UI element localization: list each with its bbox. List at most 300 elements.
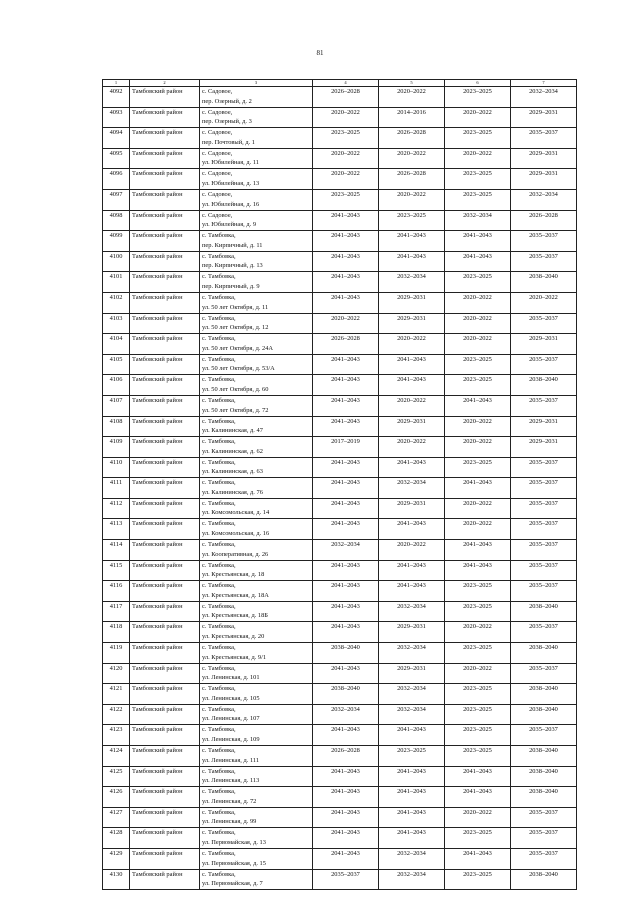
table-row bbox=[103, 87, 577, 108]
column-number: 7 bbox=[511, 80, 577, 87]
table-row bbox=[103, 869, 577, 890]
record-number: 4105 bbox=[103, 354, 130, 375]
registry-table bbox=[102, 79, 577, 890]
period-col-4: 2035–2037 bbox=[313, 869, 379, 890]
record-number: 4130 bbox=[103, 869, 130, 890]
settlement-name: с. Садовое, bbox=[202, 190, 233, 198]
address-cell bbox=[200, 684, 313, 705]
street-address: ул. 50 лет Октября, д. 72 bbox=[202, 406, 269, 414]
record-number: 4099 bbox=[103, 231, 130, 252]
period-col-5: 2020–2022 bbox=[379, 189, 445, 210]
period-col-4: 2041–2043 bbox=[313, 663, 379, 684]
district-name: Тамбовский район bbox=[130, 519, 200, 540]
column-number: 5 bbox=[379, 80, 445, 87]
street-address: ул. Комсомольская, д. 16 bbox=[202, 530, 270, 538]
street-address: пер. Кирпичный, д. 9 bbox=[202, 282, 260, 290]
district-name: Тамбовский район bbox=[130, 251, 200, 272]
period-col-7: 2032–2034 bbox=[511, 87, 577, 108]
table-row bbox=[103, 107, 577, 128]
settlement-name: с. Тамбовка, bbox=[202, 829, 236, 837]
district-name: Тамбовский район bbox=[130, 828, 200, 849]
street-address: пер. Кирпичный, д. 13 bbox=[202, 262, 263, 270]
street-address: ул. 50 лет Октября, д. 60 bbox=[202, 385, 269, 393]
period-col-5: 2029–2031 bbox=[379, 313, 445, 334]
settlement-name: с. Тамбовка, bbox=[202, 870, 236, 878]
period-col-5: 2032–2034 bbox=[379, 272, 445, 293]
period-col-4: 2020–2022 bbox=[313, 313, 379, 334]
record-number: 4097 bbox=[103, 189, 130, 210]
settlement-name: с. Тамбовка, bbox=[202, 293, 236, 301]
settlement-name: с. Садовое, bbox=[202, 88, 233, 95]
period-col-5: 2041–2043 bbox=[379, 766, 445, 787]
district-name: Тамбовский район bbox=[130, 437, 200, 458]
street-address: ул. 50 лет Октября, д. 24А bbox=[202, 344, 274, 352]
address-cell bbox=[200, 272, 313, 293]
period-col-7: 2026–2028 bbox=[511, 210, 577, 231]
street-address: ул. Первомайская, д. 13 bbox=[202, 838, 266, 846]
period-col-5: 2032–2034 bbox=[379, 869, 445, 890]
settlement-name: с. Тамбовка, bbox=[202, 520, 236, 528]
period-col-7: 2029–2031 bbox=[511, 416, 577, 437]
district-name: Тамбовский район bbox=[130, 684, 200, 705]
period-col-6: 2023–2025 bbox=[445, 725, 511, 746]
period-col-4: 2041–2043 bbox=[313, 725, 379, 746]
district-name: Тамбовский район bbox=[130, 704, 200, 725]
address-cell bbox=[200, 807, 313, 828]
table-row bbox=[103, 457, 577, 478]
settlement-name: с. Садовое, bbox=[202, 170, 233, 178]
period-col-6: 2023–2025 bbox=[445, 704, 511, 725]
period-col-4: 2020–2022 bbox=[313, 148, 379, 169]
record-number: 4108 bbox=[103, 416, 130, 437]
period-col-5: 2041–2043 bbox=[379, 375, 445, 396]
period-col-6: 2020–2022 bbox=[445, 416, 511, 437]
period-col-4: 2041–2043 bbox=[313, 766, 379, 787]
period-col-7: 2038–2040 bbox=[511, 787, 577, 808]
period-col-5: 2029–2031 bbox=[379, 292, 445, 313]
record-number: 4110 bbox=[103, 457, 130, 478]
street-address: ул. Крестьянская, д. 18А bbox=[202, 591, 269, 599]
period-col-5: 2026–2028 bbox=[379, 128, 445, 149]
period-col-6: 2041–2043 bbox=[445, 231, 511, 252]
record-number: 4111 bbox=[103, 478, 130, 499]
settlement-name: с. Тамбовка, bbox=[202, 582, 236, 590]
period-col-5: 2041–2043 bbox=[379, 787, 445, 808]
table-row bbox=[103, 828, 577, 849]
period-col-4: 2041–2043 bbox=[313, 251, 379, 272]
district-name: Тамбовский район bbox=[130, 354, 200, 375]
district-name: Тамбовский район bbox=[130, 148, 200, 169]
period-col-5: 2014–2016 bbox=[379, 107, 445, 128]
period-col-5: 2026–2028 bbox=[379, 169, 445, 190]
settlement-name: с. Тамбовка, bbox=[202, 602, 236, 610]
settlement-name: с. Тамбовка, bbox=[202, 479, 236, 487]
record-number: 4121 bbox=[103, 684, 130, 705]
district-name: Тамбовский район bbox=[130, 169, 200, 190]
address-cell bbox=[200, 663, 313, 684]
table-row bbox=[103, 684, 577, 705]
period-col-7: 2032–2034 bbox=[511, 189, 577, 210]
period-col-6: 2041–2043 bbox=[445, 766, 511, 787]
record-number: 4123 bbox=[103, 725, 130, 746]
period-col-6: 2041–2043 bbox=[445, 787, 511, 808]
period-col-4: 2041–2043 bbox=[313, 581, 379, 602]
table-row bbox=[103, 746, 577, 767]
record-number: 4096 bbox=[103, 169, 130, 190]
address-cell bbox=[200, 416, 313, 437]
street-address: ул. Ленинская, д. 99 bbox=[202, 818, 257, 826]
address-cell bbox=[200, 334, 313, 355]
period-col-7: 2029–2031 bbox=[511, 148, 577, 169]
table-row bbox=[103, 313, 577, 334]
period-col-7: 2035–2037 bbox=[511, 807, 577, 828]
period-col-7: 2035–2037 bbox=[511, 519, 577, 540]
period-col-6: 2023–2025 bbox=[445, 189, 511, 210]
period-col-5: 2032–2034 bbox=[379, 478, 445, 499]
settlement-name: с. Тамбовка, bbox=[202, 767, 236, 775]
street-address: ул. Юбилейная, д. 9 bbox=[202, 221, 257, 229]
district-name: Тамбовский район bbox=[130, 560, 200, 581]
table-row bbox=[103, 210, 577, 231]
table-row bbox=[103, 622, 577, 643]
period-col-6: 2041–2043 bbox=[445, 848, 511, 869]
period-col-5: 2041–2043 bbox=[379, 354, 445, 375]
district-name: Тамбовский район bbox=[130, 189, 200, 210]
period-col-6: 2041–2043 bbox=[445, 395, 511, 416]
record-number: 4126 bbox=[103, 787, 130, 808]
table-row bbox=[103, 519, 577, 540]
period-col-6: 2023–2025 bbox=[445, 746, 511, 767]
period-col-6: 2041–2043 bbox=[445, 251, 511, 272]
period-col-4: 2026–2028 bbox=[313, 746, 379, 767]
period-col-5: 2020–2022 bbox=[379, 87, 445, 108]
settlement-name: с. Тамбовка, bbox=[202, 417, 236, 425]
table-row bbox=[103, 725, 577, 746]
period-col-5: 2041–2043 bbox=[379, 231, 445, 252]
table-row bbox=[103, 704, 577, 725]
street-address: пер. Почтовый, д. 1 bbox=[202, 138, 255, 146]
period-col-4: 2041–2043 bbox=[313, 622, 379, 643]
period-col-7: 2038–2040 bbox=[511, 272, 577, 293]
period-col-6: 2023–2025 bbox=[445, 375, 511, 396]
period-col-4: 2041–2043 bbox=[313, 601, 379, 622]
record-number: 4095 bbox=[103, 148, 130, 169]
address-cell bbox=[200, 292, 313, 313]
street-address: ул. Крестьянская, д. 18 bbox=[202, 571, 265, 579]
district-name: Тамбовский район bbox=[130, 395, 200, 416]
period-col-7: 2035–2037 bbox=[511, 622, 577, 643]
record-number: 4094 bbox=[103, 128, 130, 149]
record-number: 4116 bbox=[103, 581, 130, 602]
period-col-7: 2035–2037 bbox=[511, 848, 577, 869]
district-name: Тамбовский район bbox=[130, 601, 200, 622]
street-address: ул. Комсомольская, д. 14 bbox=[202, 509, 270, 517]
street-address: ул. Ленинская, д. 101 bbox=[202, 674, 260, 682]
address-cell bbox=[200, 437, 313, 458]
address-cell bbox=[200, 869, 313, 890]
period-col-5: 2029–2031 bbox=[379, 622, 445, 643]
address-cell bbox=[200, 251, 313, 272]
district-name: Тамбовский район bbox=[130, 334, 200, 355]
table-row bbox=[103, 375, 577, 396]
district-name: Тамбовский район bbox=[130, 292, 200, 313]
record-number: 4128 bbox=[103, 828, 130, 849]
street-address: ул. Крестьянская, д. 18Б bbox=[202, 612, 268, 620]
address-cell bbox=[200, 457, 313, 478]
period-col-7: 2020–2022 bbox=[511, 292, 577, 313]
period-col-7: 2038–2040 bbox=[511, 643, 577, 664]
period-col-6: 2023–2025 bbox=[445, 684, 511, 705]
district-name: Тамбовский район bbox=[130, 746, 200, 767]
period-col-4: 2041–2043 bbox=[313, 272, 379, 293]
settlement-name: с. Садовое, bbox=[202, 149, 233, 157]
period-col-6: 2023–2025 bbox=[445, 828, 511, 849]
record-number: 4092 bbox=[103, 87, 130, 108]
address-cell bbox=[200, 210, 313, 231]
period-col-7: 2038–2040 bbox=[511, 601, 577, 622]
period-col-7: 2038–2040 bbox=[511, 684, 577, 705]
street-address: ул. Калининская, д. 47 bbox=[202, 427, 263, 435]
period-col-6: 2023–2025 bbox=[445, 272, 511, 293]
district-name: Тамбовский район bbox=[130, 128, 200, 149]
record-number: 4098 bbox=[103, 210, 130, 231]
period-col-6: 2023–2025 bbox=[445, 354, 511, 375]
period-col-6: 2023–2025 bbox=[445, 643, 511, 664]
address-cell bbox=[200, 746, 313, 767]
period-col-4: 2023–2025 bbox=[313, 189, 379, 210]
address-cell bbox=[200, 313, 313, 334]
district-name: Тамбовский район bbox=[130, 663, 200, 684]
district-name: Тамбовский район bbox=[130, 540, 200, 561]
settlement-name: с. Тамбовка, bbox=[202, 849, 236, 857]
street-address: ул. 50 лет Октября, д. 12 bbox=[202, 324, 269, 332]
period-col-6: 2020–2022 bbox=[445, 148, 511, 169]
address-cell bbox=[200, 498, 313, 519]
table-row bbox=[103, 478, 577, 499]
address-cell bbox=[200, 704, 313, 725]
settlement-name: с. Садовое, bbox=[202, 129, 233, 137]
period-col-6: 2023–2025 bbox=[445, 457, 511, 478]
period-col-5: 2020–2022 bbox=[379, 395, 445, 416]
period-col-6: 2020–2022 bbox=[445, 807, 511, 828]
settlement-name: с. Тамбовка, bbox=[202, 335, 236, 343]
period-col-7: 2035–2037 bbox=[511, 725, 577, 746]
period-col-5: 2041–2043 bbox=[379, 828, 445, 849]
settlement-name: с. Тамбовка, bbox=[202, 396, 236, 404]
record-number: 4127 bbox=[103, 807, 130, 828]
period-col-5: 2032–2034 bbox=[379, 643, 445, 664]
settlement-name: с. Тамбовка, bbox=[202, 541, 236, 549]
period-col-4: 2041–2043 bbox=[313, 457, 379, 478]
district-name: Тамбовский район bbox=[130, 498, 200, 519]
address-cell bbox=[200, 189, 313, 210]
table-row bbox=[103, 334, 577, 355]
table-row bbox=[103, 807, 577, 828]
period-col-4: 2041–2043 bbox=[313, 519, 379, 540]
district-name: Тамбовский район bbox=[130, 478, 200, 499]
table-row bbox=[103, 189, 577, 210]
street-address: ул. Калининская, д. 63 bbox=[202, 468, 263, 476]
period-col-6: 2020–2022 bbox=[445, 498, 511, 519]
table-row bbox=[103, 354, 577, 375]
period-col-6: 2020–2022 bbox=[445, 313, 511, 334]
address-cell bbox=[200, 354, 313, 375]
period-col-7: 2035–2037 bbox=[511, 231, 577, 252]
period-col-5: 2029–2031 bbox=[379, 663, 445, 684]
record-number: 4104 bbox=[103, 334, 130, 355]
table-row bbox=[103, 787, 577, 808]
street-address: ул. Юбилейная, д. 16 bbox=[202, 200, 260, 208]
record-number: 4103 bbox=[103, 313, 130, 334]
period-col-4: 2038–2040 bbox=[313, 643, 379, 664]
address-cell bbox=[200, 725, 313, 746]
column-number: 2 bbox=[130, 80, 200, 87]
settlement-name: с. Тамбовка, bbox=[202, 232, 236, 240]
district-name: Тамбовский район bbox=[130, 107, 200, 128]
period-col-4: 2041–2043 bbox=[313, 231, 379, 252]
period-col-6: 2020–2022 bbox=[445, 622, 511, 643]
settlement-name: с. Тамбовка, bbox=[202, 561, 236, 569]
table-row bbox=[103, 540, 577, 561]
period-col-4: 2041–2043 bbox=[313, 395, 379, 416]
district-name: Тамбовский район bbox=[130, 210, 200, 231]
period-col-5: 2041–2043 bbox=[379, 725, 445, 746]
period-col-6: 2020–2022 bbox=[445, 107, 511, 128]
district-name: Тамбовский район bbox=[130, 375, 200, 396]
period-col-6: 2023–2025 bbox=[445, 601, 511, 622]
address-cell bbox=[200, 169, 313, 190]
period-col-7: 2035–2037 bbox=[511, 828, 577, 849]
settlement-name: с. Тамбовка, bbox=[202, 273, 236, 281]
table-row bbox=[103, 169, 577, 190]
settlement-name: с. Садовое, bbox=[202, 211, 233, 219]
period-col-4: 2032–2034 bbox=[313, 704, 379, 725]
period-col-5: 2041–2043 bbox=[379, 807, 445, 828]
table-row bbox=[103, 601, 577, 622]
period-col-7: 2035–2037 bbox=[511, 128, 577, 149]
record-number: 4102 bbox=[103, 292, 130, 313]
street-address: ул. Кооперативная, д. 26 bbox=[202, 550, 269, 558]
settlement-name: с. Тамбовка, bbox=[202, 314, 236, 322]
period-col-4: 2041–2043 bbox=[313, 210, 379, 231]
period-col-7: 2035–2037 bbox=[511, 313, 577, 334]
period-col-6: 2023–2025 bbox=[445, 128, 511, 149]
settlement-name: с. Тамбовка, bbox=[202, 726, 236, 734]
address-cell bbox=[200, 519, 313, 540]
period-col-4: 2026–2028 bbox=[313, 87, 379, 108]
settlement-name: с. Тамбовка, bbox=[202, 644, 236, 652]
period-col-5: 2041–2043 bbox=[379, 581, 445, 602]
district-name: Тамбовский район bbox=[130, 848, 200, 869]
district-name: Тамбовский район bbox=[130, 87, 200, 108]
period-col-6: 2020–2022 bbox=[445, 437, 511, 458]
period-col-4: 2032–2034 bbox=[313, 540, 379, 561]
street-address: пер. Озерный, д. 2 bbox=[202, 97, 252, 105]
period-col-5: 2041–2043 bbox=[379, 519, 445, 540]
table-row bbox=[103, 581, 577, 602]
period-col-4: 2038–2040 bbox=[313, 684, 379, 705]
district-name: Тамбовский район bbox=[130, 787, 200, 808]
settlement-name: с. Тамбовка, bbox=[202, 788, 236, 796]
period-col-6: 2020–2022 bbox=[445, 663, 511, 684]
record-number: 4119 bbox=[103, 643, 130, 664]
street-address: ул. Юбилейная, д. 13 bbox=[202, 179, 260, 187]
period-col-5: 2029–2031 bbox=[379, 416, 445, 437]
settlement-name: с. Тамбовка, bbox=[202, 747, 236, 754]
period-col-7: 2035–2037 bbox=[511, 354, 577, 375]
address-cell bbox=[200, 148, 313, 169]
period-col-7: 2035–2037 bbox=[511, 251, 577, 272]
column-number: 1 bbox=[103, 80, 130, 87]
record-number: 4109 bbox=[103, 437, 130, 458]
period-col-7: 2038–2040 bbox=[511, 869, 577, 890]
street-address: ул. Ленинская, д. 109 bbox=[202, 736, 260, 743]
street-address: пер. Озерный, д. 3 bbox=[202, 118, 252, 126]
period-col-7: 2038–2040 bbox=[511, 746, 577, 767]
period-col-7: 2029–2031 bbox=[511, 437, 577, 458]
period-col-4: 2041–2043 bbox=[313, 807, 379, 828]
period-col-5: 2041–2043 bbox=[379, 560, 445, 581]
period-col-4: 2041–2043 bbox=[313, 828, 379, 849]
street-address: ул. 50 лет Октября, д. 53/А bbox=[202, 365, 275, 373]
period-col-7: 2035–2037 bbox=[511, 395, 577, 416]
street-address: ул. Ленинская, д. 113 bbox=[202, 777, 260, 785]
period-col-7: 2035–2037 bbox=[511, 560, 577, 581]
period-col-7: 2029–2031 bbox=[511, 334, 577, 355]
period-col-4: 2020–2022 bbox=[313, 107, 379, 128]
period-col-5: 2023–2025 bbox=[379, 210, 445, 231]
record-number: 4107 bbox=[103, 395, 130, 416]
period-col-4: 2023–2025 bbox=[313, 128, 379, 149]
period-col-5: 2041–2043 bbox=[379, 457, 445, 478]
settlement-name: с. Тамбовка, bbox=[202, 664, 236, 672]
period-col-7: 2035–2037 bbox=[511, 478, 577, 499]
period-col-4: 2041–2043 bbox=[313, 375, 379, 396]
registry-table-body bbox=[103, 80, 577, 890]
period-col-6: 2041–2043 bbox=[445, 560, 511, 581]
period-col-7: 2035–2037 bbox=[511, 457, 577, 478]
district-name: Тамбовский район bbox=[130, 416, 200, 437]
table-row bbox=[103, 848, 577, 869]
period-col-6: 2023–2025 bbox=[445, 87, 511, 108]
record-number: 4129 bbox=[103, 848, 130, 869]
column-number: 6 bbox=[445, 80, 511, 87]
table-row bbox=[103, 437, 577, 458]
period-col-7: 2029–2031 bbox=[511, 107, 577, 128]
street-address: ул. Ленинская, д. 111 bbox=[202, 756, 260, 764]
period-col-7: 2035–2037 bbox=[511, 663, 577, 684]
record-number: 4112 bbox=[103, 498, 130, 519]
address-cell bbox=[200, 828, 313, 849]
page-number: 81 bbox=[316, 49, 324, 57]
street-address: ул. 50 лет Октября, д. 11 bbox=[202, 303, 269, 311]
settlement-name: с. Тамбовка, bbox=[202, 458, 236, 466]
period-col-6: 2020–2022 bbox=[445, 334, 511, 355]
period-col-7: 2038–2040 bbox=[511, 704, 577, 725]
period-col-6: 2023–2025 bbox=[445, 169, 511, 190]
period-col-5: 2020–2022 bbox=[379, 334, 445, 355]
period-col-5: 2023–2025 bbox=[379, 746, 445, 767]
street-address: ул. Юбилейная, д. 11 bbox=[202, 159, 259, 167]
record-number: 4117 bbox=[103, 601, 130, 622]
address-cell bbox=[200, 231, 313, 252]
period-col-5: 2032–2034 bbox=[379, 704, 445, 725]
address-cell bbox=[200, 560, 313, 581]
period-col-6: 2023–2025 bbox=[445, 869, 511, 890]
record-number: 4124 bbox=[103, 746, 130, 767]
street-address: ул. Крестьянская, д. 20 bbox=[202, 633, 265, 641]
period-col-6: 2041–2043 bbox=[445, 540, 511, 561]
